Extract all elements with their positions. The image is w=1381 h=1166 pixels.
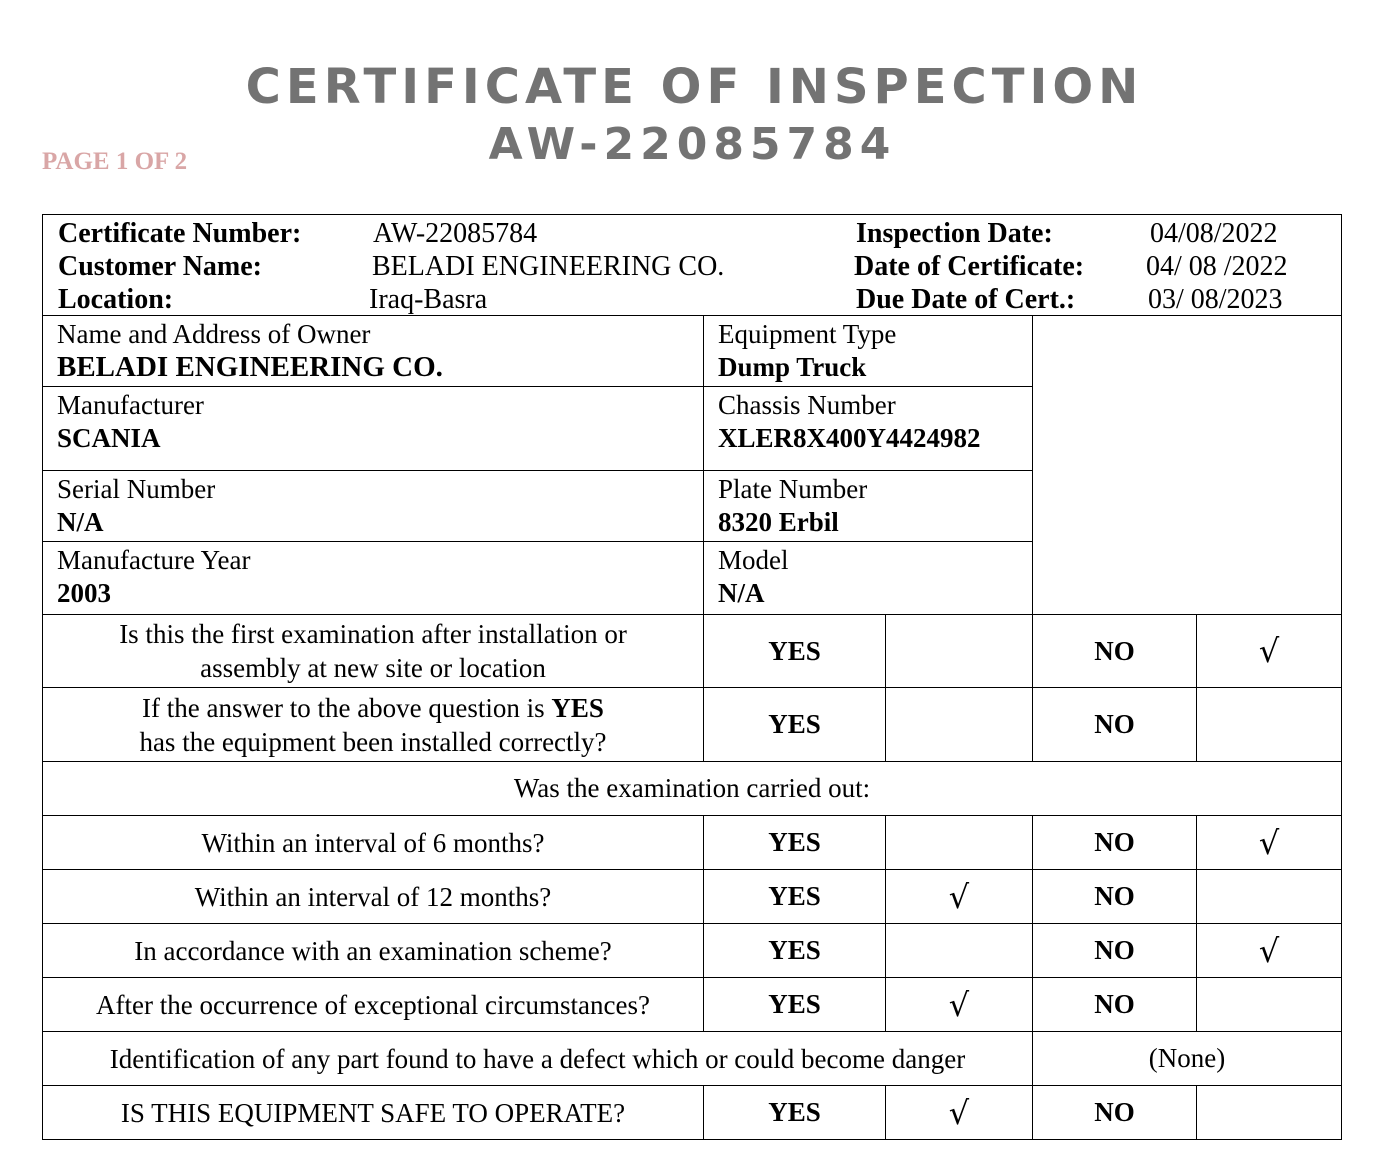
yes-label: YES [704,978,886,1032]
no-label: NO [1033,1086,1197,1140]
yes-check-cell [886,1086,1033,1140]
plate-cell [704,471,1033,542]
no-check-cell [1197,870,1342,924]
question-text-line-1: If the answer to the above question is [142,692,545,723]
check-mark: √ [1258,823,1280,862]
location-value: Iraq-Basra [369,284,488,315]
check-mark: √ [948,1093,970,1132]
yes-label: YES [704,924,886,978]
question-text: Within an interval of 12 months? [43,870,704,924]
title-line-1: CERTIFICATE OF INSPECTION [245,59,1144,115]
question-row-examination-scheme [43,924,1342,978]
question-row-defect-identification [43,1032,1342,1086]
check-mark: √ [1258,632,1280,670]
question-text: Within an interval of 6 months? [43,816,704,870]
question-row-12-months [43,870,1342,924]
certificate-number-label: Certificate Number: [58,218,302,249]
serial-cell [43,471,704,542]
serial-label: Serial Number [57,474,216,504]
equipment-type-label: Equipment Type [718,319,897,349]
yes-check-cell [886,688,1033,762]
yes-label: YES [704,615,886,688]
certificate-table [42,214,1342,1140]
certificate-header [43,215,1342,316]
customer-name-value: BELADI ENGINEERING CO. [372,251,725,282]
manufacturer-label: Manufacturer [57,390,204,420]
year-label: Manufacture Year [57,545,251,575]
certificate-number-value: AW-22085784 [373,218,538,249]
certificate-title [0,58,1381,174]
equipment-type-cell [704,316,1033,387]
chassis-cell [704,387,1033,471]
plate-label: Plate Number [718,474,868,504]
no-label: NO [1033,688,1197,762]
customer-name-label: Customer Name: [58,251,262,282]
blank-info-area [1033,316,1342,615]
question-row-exceptional-circumstances [43,978,1342,1032]
year-value: 2003 [57,578,111,608]
question-text-line-1: Is this the first examination after installation or [119,619,627,649]
chassis-value: XLER8X400Y4424982 [718,423,981,453]
model-cell [704,542,1033,615]
question-text [43,615,704,688]
no-check-cell [1197,615,1342,688]
check-mark: √ [1258,931,1280,970]
question-text-emphasis: YES [551,692,604,723]
question-text: After the occurrence of exceptional circumstances? [43,978,704,1032]
no-label: NO [1033,816,1197,870]
yes-check-cell [886,924,1033,978]
yes-check-cell [886,615,1033,688]
yes-label: YES [704,870,886,924]
due-date-value: 03/ 08/2023 [1148,284,1283,315]
no-label: NO [1033,978,1197,1032]
question-row-6-months [43,816,1342,870]
question-row-safe-to-operate [43,1086,1342,1140]
no-label: NO [1033,870,1197,924]
no-check-cell [1197,978,1342,1032]
question-text-line-2: assembly at new site or location [200,653,546,683]
defect-answer: (None) [1033,1032,1342,1086]
year-cell [43,542,704,615]
check-mark: √ [948,877,970,916]
check-mark: √ [948,985,970,1024]
owner-cell [43,316,704,387]
inspection-date-value: 04/08/2022 [1150,218,1278,249]
no-check-cell [1197,1086,1342,1140]
chassis-label: Chassis Number [718,390,896,420]
no-check-cell [1197,816,1342,870]
yes-check-cell [886,870,1033,924]
question-text: In accordance with an examination scheme? [43,924,704,978]
inspection-date-label: Inspection Date: [856,218,1053,249]
due-date-label: Due Date of Cert.: [856,284,1076,315]
manufacturer-value: SCANIA [57,423,161,453]
model-label: Model [718,545,789,575]
model-value: N/A [718,578,765,608]
plate-value: 8320 Erbil [718,507,839,537]
yes-label: YES [704,816,886,870]
title-line-2: AW-22085784 [488,119,897,170]
owner-value: BELADI ENGINEERING CO. [57,351,443,383]
equipment-type-value: Dump Truck [718,352,867,382]
yes-label: YES [704,688,886,762]
location-label: Location: [58,284,174,315]
question-text [43,688,704,762]
no-label: NO [1033,924,1197,978]
date-of-certificate-value: 04/ 08 /2022 [1146,251,1288,282]
section-heading: Was the examination carried out: [43,762,1342,816]
date-of-certificate-label: Date of Certificate: [854,251,1085,282]
no-label: NO [1033,615,1197,688]
manufacturer-cell [43,387,704,471]
serial-value: N/A [57,507,104,537]
yes-label: YES [704,1086,886,1140]
owner-label: Name and Address of Owner [57,319,371,349]
yes-check-cell [886,816,1033,870]
question-row-first-examination [43,615,1342,688]
question-text: IS THIS EQUIPMENT SAFE TO OPERATE? [43,1086,704,1140]
no-check-cell [1197,924,1342,978]
page-indicator: PAGE 1 OF 2 [42,148,188,175]
question-text: Identification of any part found to have a defect which or could become danger [43,1032,1033,1086]
yes-check-cell [886,978,1033,1032]
question-text-line-2: has the equipment been installed correctly? [139,726,607,757]
no-check-cell [1197,688,1342,762]
question-row-installed-correctly [43,688,1342,762]
